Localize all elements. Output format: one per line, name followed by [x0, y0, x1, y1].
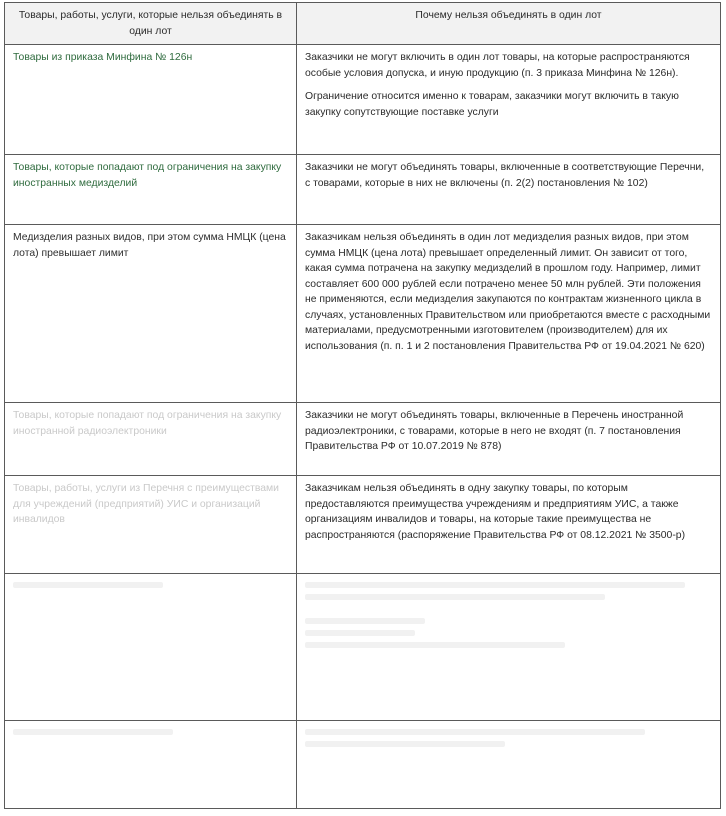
blurred-text-line	[305, 618, 425, 624]
row-category-cell-blurred	[5, 574, 297, 721]
row-category-text: Товары, которые попадают под ограничения на закупку иностранных медизделий	[13, 162, 282, 189]
row-category-cell-blurred	[5, 721, 297, 809]
row-reason-paragraph: Заказчикам нельзя объединять в один лот медизделия разных видов, при этом сумма НМЦК (цена лота) превышает определенный лимит. Он зависит от того, какая сумма потрачена на закупку медизделий в прошлом году. Например, лимит составляет 600 000 рублей если потрачено менее 50 млн рублей. Эти положения не применяются, если медизделия закупаются по контрактам жизненного цикла в случаях, установленных Правительством или приобретаются вместе с расходными материалами, предусмотренными изготовителем (производителем) для их использования (п. п. 1 и 2 постановления Правительства РФ от 19.04.2021 № 620)	[305, 232, 711, 352]
row-category-cell	[5, 45, 297, 155]
table-row	[5, 45, 721, 155]
table-row	[5, 155, 721, 225]
table-row-blurred	[5, 721, 721, 809]
table-row	[5, 225, 721, 403]
table-row	[5, 476, 721, 574]
row-reason-cell	[297, 155, 721, 225]
row-category-text: Товары из приказа Минфина № 126н	[13, 52, 193, 63]
row-reason-cell-blurred	[297, 721, 721, 809]
row-reason-paragraph: Заказчикам нельзя объединять в одну закупку товары, по которым предоставляются преимущества учреждениям и предприятиям УИС, а также организациям инвалидов и товары, на которые такие преимущества не распространяются (распоряжение Правительства РФ от 08.12.2021 № 3500-р)	[305, 483, 686, 541]
row-category-text: Товары, которые попадают под ограничения на закупку иностранной радиоэлектроники	[13, 410, 282, 437]
header-reason-column: Почему нельзя объединять в один лот	[297, 3, 721, 45]
blurred-text-line	[305, 594, 605, 600]
row-category-cell	[5, 476, 297, 574]
row-category-cell	[5, 403, 297, 476]
row-reason-cell-blurred	[297, 574, 721, 721]
blurred-text-line	[305, 741, 505, 747]
blurred-text-line	[13, 729, 173, 735]
row-category-cell	[5, 155, 297, 225]
row-reason-cell	[297, 225, 721, 403]
lots-restrictions-table	[4, 2, 721, 809]
table-header-row	[5, 3, 721, 45]
row-reason-cell	[297, 45, 721, 155]
blurred-text-line	[305, 729, 645, 735]
blurred-text-line	[305, 642, 565, 648]
blurred-text-line	[13, 582, 163, 588]
row-category-cell	[5, 225, 297, 403]
blurred-text-line	[305, 582, 685, 588]
row-reason-paragraph: Ограничение относится именно к товарам, заказчики могут включить в такую закупку сопутствующие поставке услуги	[305, 91, 679, 118]
table-row	[5, 403, 721, 476]
row-reason-cell	[297, 476, 721, 574]
row-reason-paragraph: Заказчики не могут объединять товары, включенные в соответствующие Перечни, с товарами, которые в них не включены (п. 2(2) постановления № 102)	[305, 162, 705, 189]
header-goods-column: Товары, работы, услуги, которые нельзя объединять в один лот	[5, 3, 297, 45]
row-category-text: Медизделия разных видов, при этом сумма НМЦК (цена лота) превышает лимит	[13, 232, 286, 259]
blurred-text-line	[305, 630, 415, 636]
row-reason-paragraph: Заказчики не могут объединять товары, включенные в Перечень иностранной радиоэлектроники, с товарами, которые в него не входят (п. 7 постановления Правительства РФ от 10.07.2019 № 878)	[305, 410, 684, 452]
row-reason-cell	[297, 403, 721, 476]
row-reason-paragraph: Заказчики не могут включить в один лот товары, на которые распространяются особые условия допуска, и иную продукцию (п. 3 приказа Минфина № 126н).	[305, 52, 690, 79]
row-category-text: Товары, работы, услуги из Перечня с преимуществами для учреждений (предприятий) УИС и организаций инвалидов	[13, 483, 279, 525]
table-row-blurred	[5, 574, 721, 721]
